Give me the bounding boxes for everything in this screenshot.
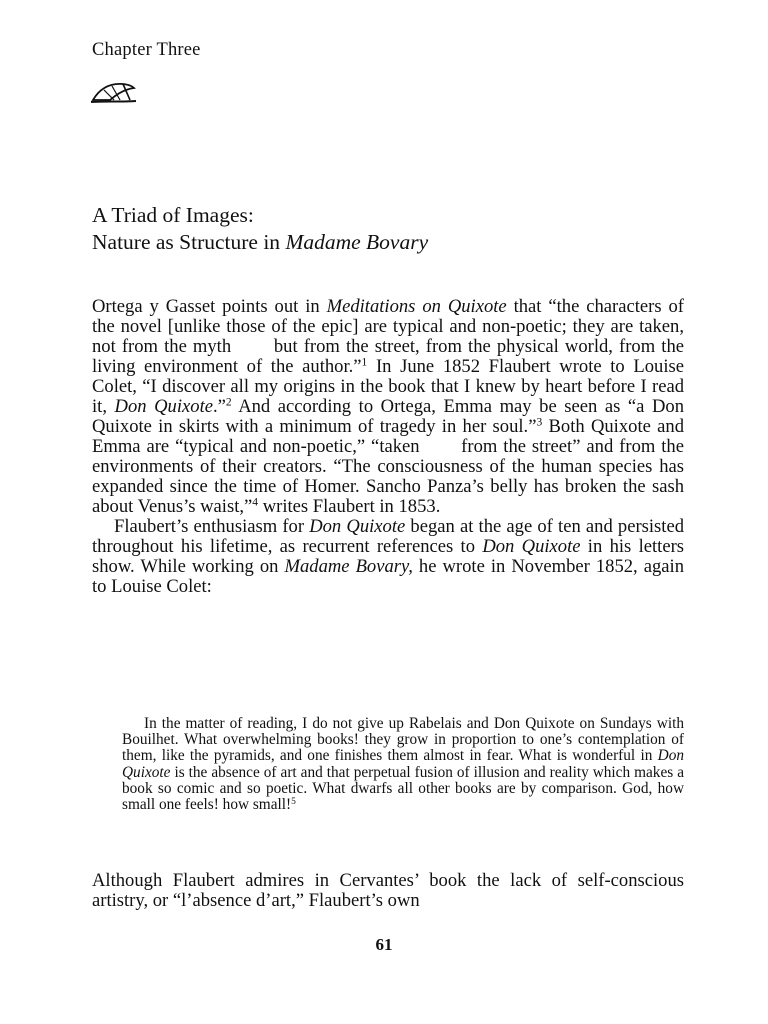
title-italic: Madame Bovary	[285, 230, 429, 254]
italic-title: Madame Bovary,	[284, 556, 413, 577]
text-run: Both Quixote and Emma are “typical and non-poetic,” “taken from the street” and from the environments of their creators. “The consciousness of the human species has expanded since the time of Homer. Sancho Panza’s belly has broken the sash about Venus’s waist,”	[92, 416, 684, 517]
chapter-label: Chapter Three	[92, 40, 201, 60]
italic-title: Meditations on Quixote	[326, 296, 507, 317]
text-run: Flaubert’s enthusiasm for	[114, 516, 310, 537]
text-run: in his letters show. While working on	[92, 536, 684, 577]
quill-pen-icon	[90, 80, 138, 104]
text-run: In the matter of reading, I do not give up Rabelais and Don Quixote on Sundays with Bouilhet. What overwhelming books! they grow in proportion to one’s contemplation of them, like the pyramids, and one finishes them almost in fear. What is wonderful in	[122, 715, 684, 765]
text-run: Ortega y Gasset points out in	[92, 296, 327, 317]
text-run: is the absence of art and that perpetual fusion of illusion and reality which makes a book so comic and so poetic. What dwarfs all other books are by comparison. God, how small one feels! how small!	[122, 763, 684, 814]
title-prefix: Nature as Structure in	[92, 230, 286, 254]
text-run: In June 1852 Flaubert wrote to Louise Colet, “I discover all my origins in the book that I knew by heart before I read it,	[92, 356, 684, 417]
footnote-marker: 4	[252, 496, 259, 509]
italic-title: Don Quixote	[122, 747, 684, 781]
footnote-marker: 5	[291, 796, 296, 807]
paragraph-2	[92, 517, 684, 597]
italic-title: Don Quixote	[482, 536, 581, 557]
footnote-marker: 2	[225, 396, 232, 409]
text-run: began at the age of ten and persisted throughout his lifetime, as recurrent references to	[92, 516, 685, 557]
footnote-marker: 1	[361, 356, 368, 369]
paragraph-1	[92, 297, 684, 517]
paragraph-3: Although Flaubert admires in Cervantes’ book the lack of self-conscious artistry, or “l’absence d’art,” Flaubert’s own	[92, 870, 684, 911]
italic-title: Don Quixote	[309, 516, 406, 537]
text-run: that “the characters of the novel [unlike those of the epic] are typical and non-poetic; they are taken, not from the myth but from the street, from the physical world, from the living environment of the author.”	[92, 296, 684, 377]
text-run: .”	[213, 396, 226, 417]
chapter-title	[92, 202, 428, 256]
title-line-1: A Triad of Images:	[92, 203, 254, 227]
title-line-2	[92, 229, 428, 256]
text-run: And according to Ortega, Emma may be seen as “a Don Quixote in skirts with a minimum of tragedy in her soul.”	[92, 396, 684, 437]
italic-title: Don Quixote	[114, 396, 213, 417]
block-quote	[122, 716, 684, 813]
page-number: 61	[375, 935, 393, 954]
text-run: he wrote in November 1852, again to Louise Colet:	[92, 556, 684, 597]
footnote-marker: 3	[536, 416, 543, 429]
text-run: writes Flaubert in 1853.	[258, 496, 441, 517]
body-text	[92, 297, 684, 597]
